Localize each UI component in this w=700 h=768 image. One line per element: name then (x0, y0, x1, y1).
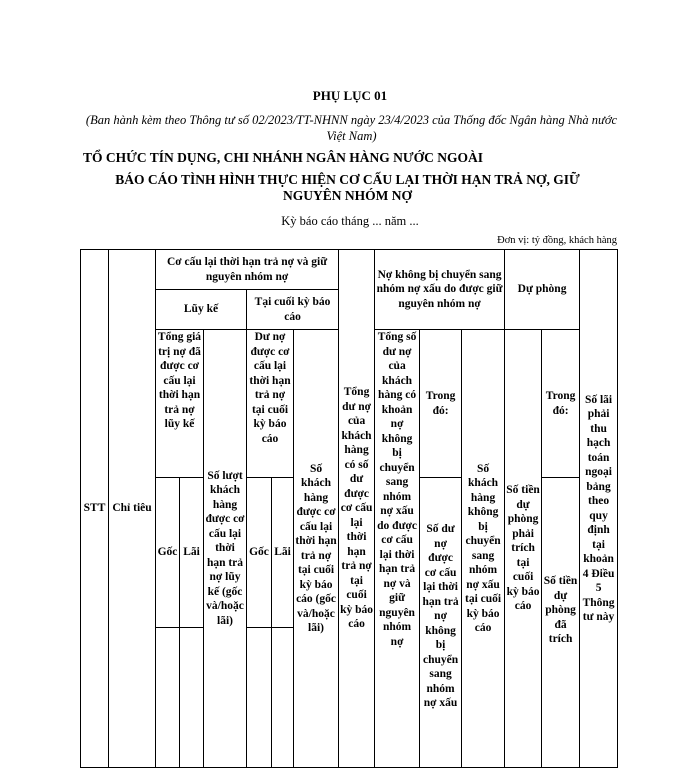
col-tong-gia-tri: Tổng giá trị nợ đã được cơ cấu lại thời hạn trả nợ lũy kế (156, 330, 204, 478)
cell-goc-luy-ke-blank (156, 628, 180, 768)
col-chi-tieu: Chỉ tiêu (109, 250, 156, 768)
appendix-heading: PHỤ LỤC 01 (312, 88, 388, 103)
unit-note: Đơn vị: tỷ đồng, khách hàng (497, 235, 617, 246)
col-so-lai: Số lãi phải thu hạch toán ngoại bảng theo quy định tại khoản 4 Điều 5 Thông tư này (580, 250, 618, 768)
col-tong-so-du-kh: Tổng số dư nợ của khách hàng có khoản nợ không bị chuyển sang nhóm nợ xấu do được cơ cấu lại thời hạn trả nợ và giữ nguyên nhóm nợ (375, 330, 420, 768)
cell-lai-cuoi-ky-blank (272, 628, 294, 768)
col-goc-luy-ke: Gốc (156, 478, 180, 628)
group-restructure-header: Cơ cấu lại thời hạn trả nợ và giữ nguyên nhóm nợ (156, 250, 339, 290)
col-so-kh-khong-chuyen: Số khách hàng không bị chuyển sang nhóm nợ xấu tại cuối kỳ báo cáo (462, 330, 505, 768)
col-so-tien-da-trich: Số tiền dự phòng đã trích (542, 478, 580, 768)
cell-goc-cuoi-ky-blank (247, 628, 272, 768)
report-table (80, 249, 618, 768)
col-tong-du-no-kh: Tổng dư nợ của khách hàng có số dư được cơ cấu lại thời hạn trả nợ tại cuối kỳ báo cáo (339, 250, 375, 768)
report-period: Kỳ báo cáo tháng ... năm ... (281, 214, 419, 228)
tai-cuoi-ky-header: Tại cuối kỳ báo cáo (247, 290, 339, 330)
organization-name: TỔ CHỨC TÍN DỤNG, CHI NHÁNH NGÂN HÀNG NƯỚC NGOÀI (83, 150, 484, 165)
col-trong-do: Trong đó: (420, 330, 462, 478)
col-so-tien-du-phong: Số tiền dự phòng phải trích tại cuối kỳ báo cáo (505, 330, 542, 768)
report-title: BÁO CÁO TÌNH HÌNH THỰC HIỆN CƠ CẤU LẠI THỜI HẠN TRẢ NỢ, GIỮ NGUYÊN NHÓM NỢ (115, 172, 580, 203)
group-du-phong-header: Dự phòng (505, 250, 580, 330)
col-goc-cuoi-ky: Gốc (247, 478, 272, 628)
col-stt: STT (81, 250, 109, 768)
col-du-no-cuoi-ky: Dư nợ được cơ cấu lại thời hạn trả nợ tại cuối kỳ báo cáo (247, 330, 294, 478)
col-so-du-no-cau: Số dư nợ được cơ cấu lại thời hạn trả nợ không bị chuyển sang nhóm nợ xấu (420, 478, 462, 768)
col-trong-do-dp: Trong đó: (542, 330, 580, 478)
cell-lai-luy-ke-blank (180, 628, 204, 768)
col-so-kh-cuoi-ky: Số khách hàng được cơ cấu lại thời hạn trả nợ tại cuối kỳ báo cáo (gốc và/hoặc lãi) (294, 330, 339, 768)
col-so-luot-kh: Số lượt khách hàng được cơ cấu lại thời hạn trả nợ lũy kế (gốc và/hoặc lãi) (204, 330, 247, 768)
decree-reference: (Ban hành kèm theo Thông tư số 02/2023/TT-NHNN ngày 23/4/2023 của Thống đốc Ngân hàng Nhà nước Việt Nam) (85, 113, 618, 143)
luy-ke-header: Lũy kế (156, 290, 247, 330)
col-lai-luy-ke: Lãi (180, 478, 204, 628)
col-lai-cuoi-ky: Lãi (272, 478, 294, 628)
group-no-khong-chuyen-header: Nợ không bị chuyển sang nhóm nợ xấu do được giữ nguyên nhóm nợ (375, 250, 505, 330)
